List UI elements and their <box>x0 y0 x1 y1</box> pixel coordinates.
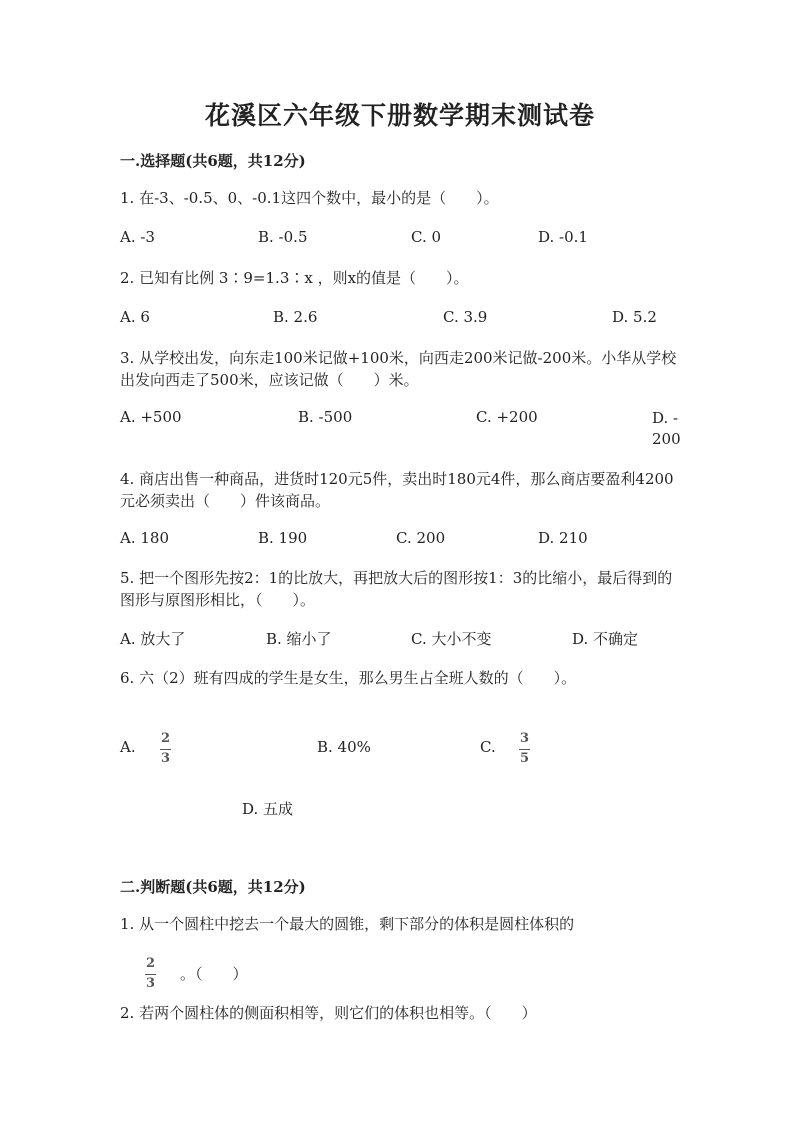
option-b: B. 190 <box>258 529 308 547</box>
option-d: D. 5.2 <box>612 308 657 326</box>
question-text: 6. 六（2）班有四成的学生是女生，那么男生占全班人数的（ ）。 <box>120 669 577 687</box>
option-b: B. 40% <box>317 738 371 756</box>
option-c: C. 200 <box>396 529 446 547</box>
fraction-bar <box>160 749 171 750</box>
fraction-denominator: 3 <box>160 751 171 766</box>
exam-title: 花溪区六年级下册数学期末测试卷 <box>204 101 595 130</box>
question-text: 1. 在-3、-0.5、0、-0.1这四个数中，最小的是（ ）。 <box>120 189 499 207</box>
question-text: 2. 若两个圆柱体的侧面积相等，则它们的体积也相等。（ ） <box>120 1004 537 1022</box>
option-c-label: C. <box>480 738 496 756</box>
fraction-denominator: 3 <box>145 976 156 991</box>
question-text: 1. 从一个圆柱中挖去一个最大的圆锥，剩下部分的体积是圆柱体积的 <box>120 915 575 933</box>
option-d: D. 210 <box>538 529 588 547</box>
option-c: C. 0 <box>411 228 442 246</box>
option-b: B. -500 <box>298 408 353 426</box>
option-c: C. 大小不变 <box>411 630 492 648</box>
option-a: A. -3 <box>120 228 155 246</box>
option-c: C. +200 <box>476 408 538 426</box>
option-d: D. -200 <box>652 409 681 448</box>
option-c: C. 3.9 <box>443 308 488 326</box>
option-b: B. 2.6 <box>273 308 318 326</box>
fraction-two-thirds <box>160 732 171 766</box>
question-text: 5. 把一个图形先按2：1的比放大，再把放大后的图形按1：3的比缩小，最后得到的图形与原图形相比，（ ）。 <box>120 569 673 609</box>
section-heading-judgment: 二.判断题(共6题，共12分) <box>120 878 306 896</box>
option-a: A. 180 <box>120 529 169 547</box>
option-a: A. 放大了 <box>120 630 186 648</box>
fraction-numerator: 2 <box>145 956 156 971</box>
question-text: 2. 已知有比例 3∶9=1.3∶x ，则x的值是（ ）。 <box>120 269 469 287</box>
question-text: 3. 从学校出发，向东走100米记做+100米，向西走200米记做-200米。小华从学校出发向西走了500米，应该记做（ ）米。 <box>120 349 677 389</box>
answer-blank: 。（ ） <box>180 965 248 983</box>
question-text: 4. 商店出售一种商品，进货时120元5件，卖出时180元4件，那么商店要盈利4200元必须卖出（ ）件该商品。 <box>120 470 674 510</box>
option-d: D. -0.1 <box>538 228 588 246</box>
option-b: B. 缩小了 <box>266 630 332 648</box>
option-a-label: A. <box>120 738 136 756</box>
option-d: D. 五成 <box>242 800 294 818</box>
option-b: B. -0.5 <box>258 228 308 246</box>
fraction-denominator: 5 <box>519 751 530 766</box>
section-heading-choice: 一.选择题(共6题，共12分) <box>120 152 306 170</box>
fraction-two-thirds <box>145 957 156 991</box>
option-d: D. 不确定 <box>572 630 639 648</box>
fraction-three-fifths <box>519 732 530 766</box>
fraction-numerator: 3 <box>519 731 530 746</box>
fraction-bar <box>145 974 156 975</box>
option-a: A. 6 <box>120 308 150 326</box>
fraction-bar <box>519 749 530 750</box>
fraction-numerator: 2 <box>160 731 171 746</box>
option-a: A. +500 <box>120 408 182 426</box>
